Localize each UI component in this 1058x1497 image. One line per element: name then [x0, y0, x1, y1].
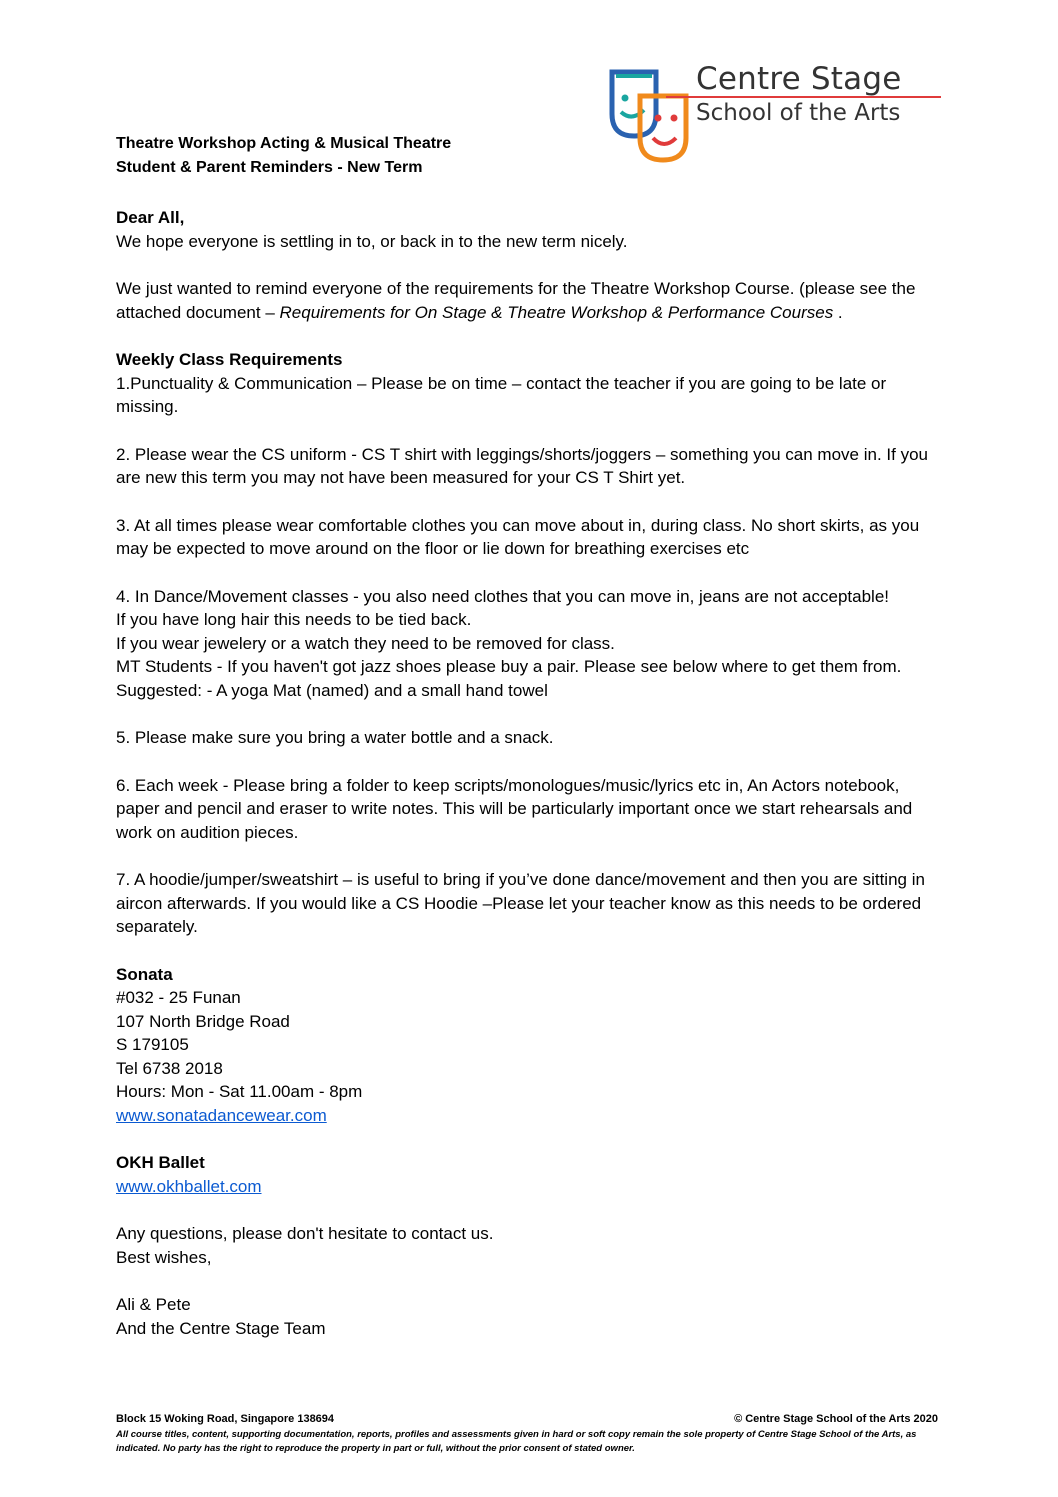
intro-text: We just wanted to remind everyone of the requirements for the Theatre Workshop Course. (please see the attached document – [116, 279, 916, 322]
logo-line-2: School of the Arts [696, 100, 901, 126]
requirement-item-4: 4. In Dance/Movement classes - you also need clothes that you can move in, jeans are not acceptable! [116, 586, 889, 606]
sonata-link[interactable]: www.sonatadancewear.com [116, 1105, 327, 1125]
intro-text-end: . [833, 302, 843, 322]
sonata-address-2: 107 North Bridge Road [116, 1011, 290, 1031]
requirement-item-7: 7. A hoodie/jumper/sweatshirt – is useful to bring if you’ve done dance/movement and then you are sitting in aircon afterwards. If you would like a CS Hoodie –Please let your teacher know as this needs to be ordered separately. [116, 870, 925, 936]
okh-link[interactable]: www.okhballet.com [116, 1176, 262, 1196]
signature-team: And the Centre Stage Team [116, 1318, 326, 1338]
sonata-address-1: #032 - 25 Funan [116, 988, 241, 1007]
closing-questions: Any questions, please don't hesitate to contact us. [116, 1224, 494, 1243]
document-subtitle: Student & Parent Reminders - New Term [116, 159, 423, 176]
logo-line-1: Centre Stage [696, 61, 902, 97]
requirement-item-2: 2. Please wear the CS uniform - CS T shirt with leggings/shorts/joggers – something you can move in. If you are new this term you may not have been measured for your CS T Shirt yet. [116, 444, 928, 487]
sonata-postal: S 179105 [116, 1035, 189, 1054]
requirement-item-4-line: MT Students - If you haven't got jazz shoes please buy a pair. Please see below where to get them from. [116, 657, 902, 676]
sonata-hours: Hours: Mon - Sat 11.00am - 8pm [116, 1082, 363, 1101]
requirement-item-6: 6. Each week - Please bring a folder to keep scripts/monologues/music/lyrics etc in, An Actors notebook, paper and pencil and eraser to write notes. This will be particularly important once we start rehearsals and work on audition pieces. [116, 775, 913, 842]
intro-paragraph [116, 277, 946, 324]
footer-copyright: © Centre Stage School of the Arts 2020 [734, 1413, 938, 1425]
footer-address: Block 15 Woking Road, Singapore 138694 [116, 1413, 335, 1425]
requirement-item-1: 1.Punctuality & Communication – Please be on time – contact the teacher if you are going to be late or missing. [116, 373, 887, 416]
letter-body [116, 132, 946, 1340]
closing-wishes: Best wishes, [116, 1247, 212, 1267]
footer-top-row [116, 1412, 938, 1426]
greeting: Dear All, [116, 208, 185, 227]
sonata-tel: Tel 6738 2018 [116, 1058, 223, 1078]
requirement-item-4-line: If you wear jewelery or a watch they need to be removed for class. [116, 633, 615, 653]
signature-names: Ali & Pete [116, 1295, 191, 1314]
requirement-item-4-line: Suggested: - A yoga Mat (named) and a small hand towel [116, 680, 548, 700]
requirement-item-4-line: If you have long hair this needs to be tied back. [116, 610, 472, 629]
okh-name: OKH Ballet [116, 1153, 205, 1172]
intro-line: We hope everyone is settling in to, or back in to the new term nicely. [116, 231, 628, 251]
page-footer [116, 1412, 938, 1455]
attached-document-title: Requirements for On Stage & Theatre Workshop & Performance Courses [279, 302, 834, 322]
document-title: Theatre Workshop Acting & Musical Theatre [116, 135, 452, 152]
sonata-name: Sonata [116, 964, 173, 984]
requirement-item-3: 3. At all times please wear comfortable clothes you can move about in, during class. No short skirts, as you may be expected to move around on the floor or lie down for breathing exercises etc [116, 515, 920, 558]
footer-legal-notice: All course titles, content, supporting documentation, reports, profiles and assessments given in hard or soft copy remain the sole property of Centre Stage School of the Arts, as indicated. No party has the right to reproduce the property in part or full, without the prior consent of stated owner. [116, 1429, 917, 1454]
requirement-item-5: 5. Please make sure you bring a water bottle and a snack. [116, 728, 554, 747]
logo-text [696, 62, 902, 128]
requirements-heading: Weekly Class Requirements [116, 350, 343, 369]
